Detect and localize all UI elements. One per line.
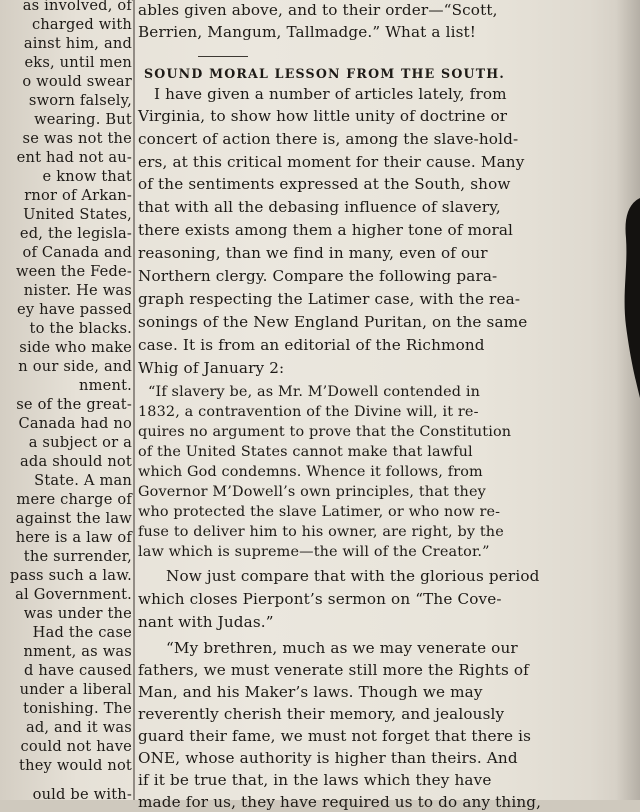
left-column-line: they would not [19,757,132,774]
quote-line: if it be true that, in the laws which they have [138,771,492,789]
opening-line: Berrien, Mangum, Tallmadge.” What a list! [138,23,477,41]
body-line: nant with Judas.” [138,613,274,631]
left-column-line: ent had not au- [16,149,132,166]
quote-line: “If slavery be, as Mr. M’Dowell contended in [148,384,481,400]
section-rule [198,56,248,57]
left-column-line: side who make [19,339,132,356]
body-line: case. It is from an editorial of the Richmond [138,336,485,354]
left-column-line: o would swear [22,73,132,90]
left-column-line: could not have [20,738,132,755]
quote-line: made for us, they have required us to do any thing, [138,793,542,811]
quote-line: fathers, we must venerate still more the Rights of [138,661,529,679]
quote-line: fuse to deliver him to his owner, are right, by the [138,524,504,540]
quote-line: ONE, whose authority is higher than theirs. And [138,749,518,767]
left-column-line: tonishing. The [23,700,132,717]
page-edge-shadow [616,0,640,800]
body-line: Whig of January 2: [138,359,285,377]
body-line: I have given a number of articles lately, from [154,85,507,103]
quote-line: guard their fame, we must not forget that there is [138,727,532,745]
left-column-line: Canada had no [18,415,132,432]
left-column-line: d have caused [24,662,132,679]
left-column-line: Had the case [32,624,132,641]
left-column-line: ween the Fede- [15,263,132,280]
opening-line: ables given above, and to their order—“Scott, [138,1,498,19]
quote-line: quires no argument to prove that the Constitution [138,424,512,440]
quote-line: reverently cherish their memory, and jealously [138,705,505,723]
left-column-line: against the law [15,510,132,527]
left-column-line: the surrender, [23,548,132,565]
body-line: ers, at this critical moment for their cause. Many [138,153,525,171]
article-heading: SOUND MORAL LESSON FROM THE SOUTH. [144,66,505,81]
left-column-line: under a liberal [19,681,132,698]
quote-line: 1832, a contravention of the Divine will, it re- [138,404,479,420]
left-column-line: wearing. But [34,111,132,128]
left-column-line: e know that [42,168,132,185]
left-column-line: se of the great- [16,396,132,413]
left-column-line: ey have passed [17,301,132,318]
left-column-line: n our side, and [18,358,132,375]
body-line: concert of action there is, among the slave-hold- [138,130,519,148]
left-column-line: was under the [23,605,132,622]
quote-line: of the United States cannot make that lawful [138,444,473,460]
left-column-line: ed, the legisla- [19,225,132,242]
quote-line: which God condemns. Whence it follows, from [138,464,483,480]
left-column-line: a subject or a [28,434,132,451]
left-column-line: State. A man [34,472,132,489]
quote-line: Governor M’Dowell’s own principles, that they [138,484,486,500]
body-line: graph respecting the Latimer case, with the rea- [138,290,521,308]
left-column-line: to the blacks. [29,320,132,337]
body-line: which closes Pierpont’s sermon on “The Cove- [138,590,502,608]
left-column-line: sworn falsely, [28,92,132,109]
body-line: Virginia, to show how little unity of doctrine or [138,107,508,125]
body-line: Northern clergy. Compare the following para- [138,267,498,285]
quote-line: who protected the slave Latimer, or who now re- [138,504,501,520]
left-column-line: rnor of Arkan- [24,187,132,204]
body-line: reasoning, than we find in many, even of our [138,244,488,262]
left-column-line: pass such a law. [9,567,132,584]
right-column [136,0,612,811]
body-line: Now just compare that with the glorious period [166,567,540,585]
left-column-line: nment. [79,377,132,394]
quote-line: Man, and his Maker’s laws. Though we may [138,683,483,701]
left-column-line: nister. He was [23,282,132,299]
left-column [0,0,132,803]
left-column-line: as involved, of [22,0,132,14]
left-column-line: ada should not [20,453,132,470]
quote-line: law which is supreme—the will of the Creator.” [138,544,490,560]
body-line: of the sentiments expressed at the South, show [138,175,511,193]
left-column-line: ould be with- [32,786,132,803]
column-divider [133,0,135,800]
left-column-line: of Canada and [22,244,132,261]
page-edge-hole [614,198,640,398]
left-column-line: here is a law of [15,529,132,546]
body-line: sonings of the New England Puritan, on the same [138,313,528,331]
left-column-line: charged with [31,16,132,33]
left-column-line: se was not the [22,130,132,147]
body-line: that with all the debasing influence of slavery, [138,198,501,216]
left-column-line: ad, and it was [25,719,132,736]
left-column-line: al Government. [15,586,132,603]
left-column-line: United States, [23,206,132,223]
left-column-line: nment, as was [23,643,132,660]
left-column-line: ainst him, and [23,35,132,52]
left-column-line: mere charge of [16,491,132,508]
body-line: there exists among them a higher tone of moral [138,221,514,239]
quote-line: “My brethren, much as we may venerate our [166,639,518,657]
left-column-line: eks, until men [24,54,132,71]
